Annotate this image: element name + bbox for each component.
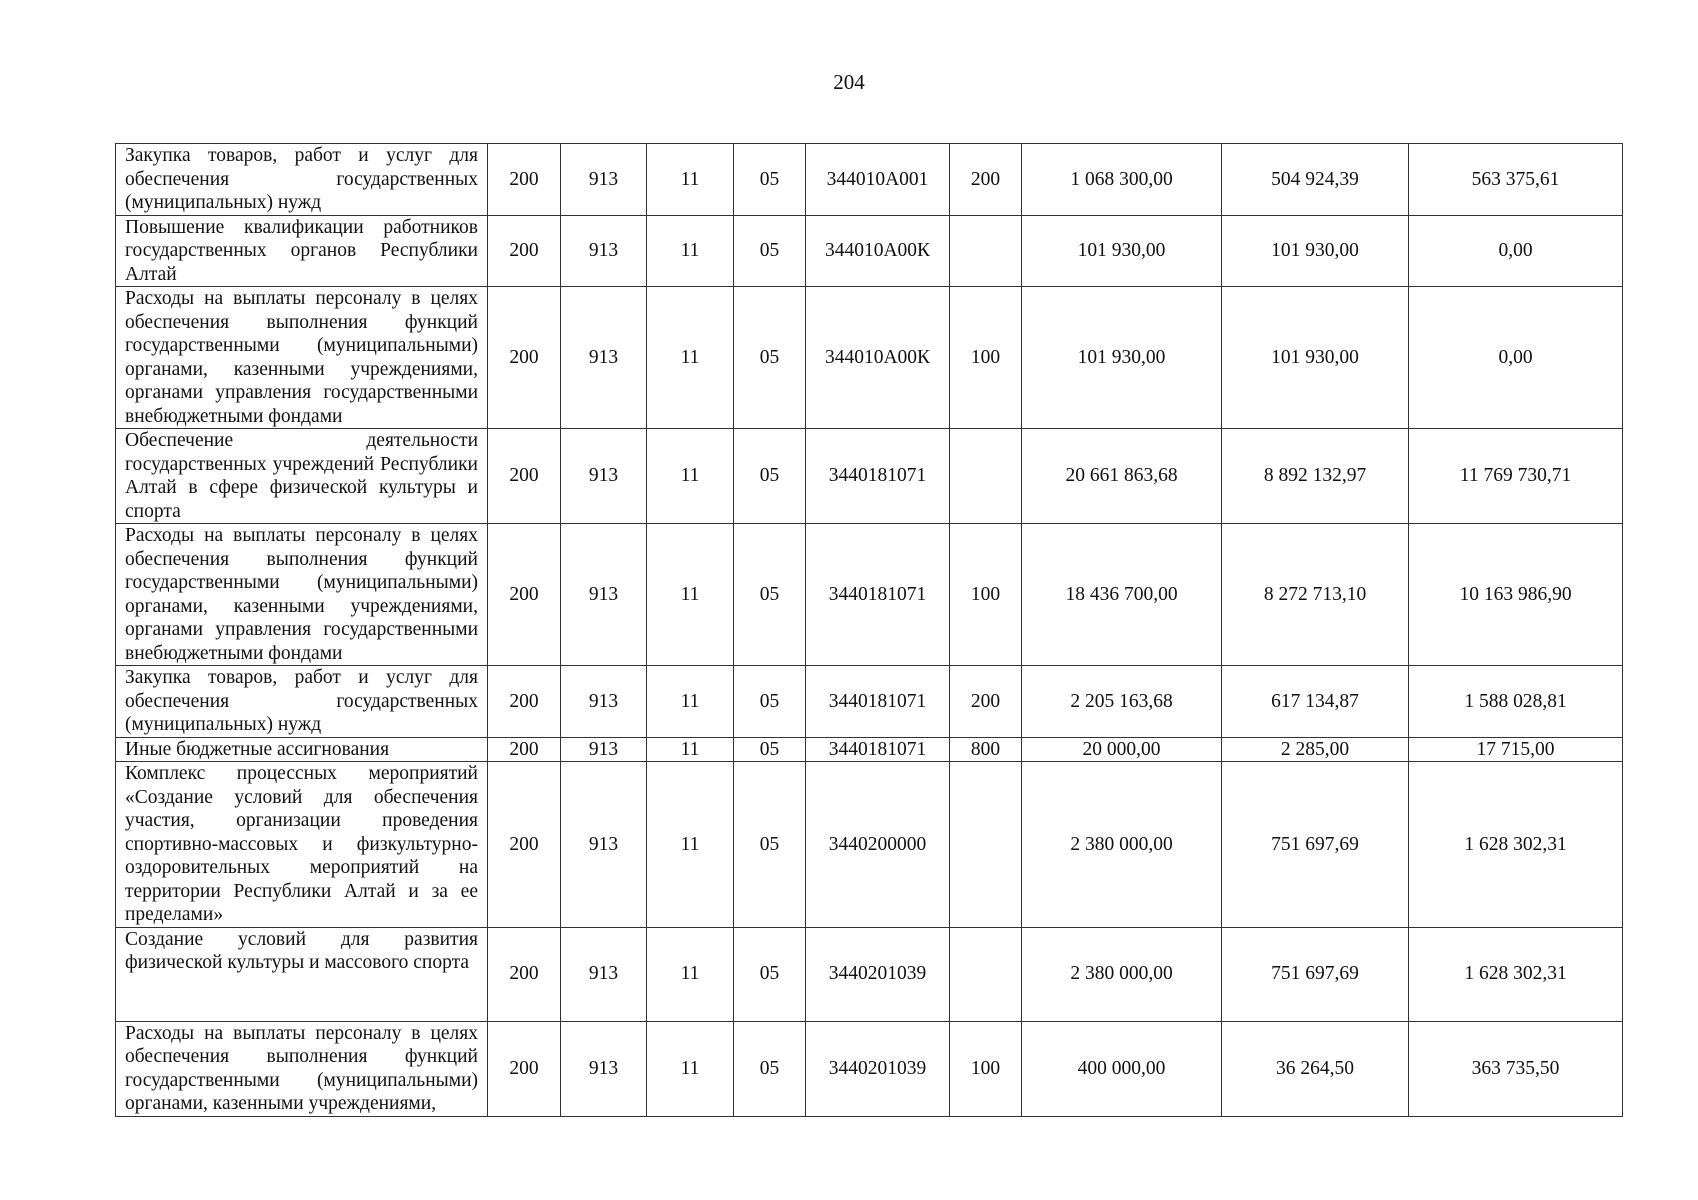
section-code: 200 <box>488 927 561 1021</box>
row-name: Расходы на выплаты персоналу в целях обеспечения выполнения функций государственными (муниципальными) органами, казенными учреждениями, органами управления государственными внебюджетными фондами <box>116 287 488 429</box>
table-row <box>116 737 1623 762</box>
remainder-amount: 1 628 302,31 <box>1409 927 1623 1021</box>
subsection-code: 05 <box>734 287 806 429</box>
table-row <box>116 429 1623 524</box>
expense-type-code: 100 <box>950 287 1022 429</box>
section-code: 200 <box>488 287 561 429</box>
expense-type-code: 200 <box>950 144 1022 216</box>
table-row <box>116 666 1623 738</box>
plan-amount: 101 930,00 <box>1022 287 1222 429</box>
row-name: Иные бюджетные ассигнования <box>116 737 488 762</box>
plan-amount: 2 205 163,68 <box>1022 666 1222 738</box>
department-code: 913 <box>561 215 647 287</box>
chapter-code: 11 <box>647 1021 734 1116</box>
expense-type-code <box>950 215 1022 287</box>
section-code: 200 <box>488 666 561 738</box>
expense-type-code: 200 <box>950 666 1022 738</box>
department-code: 913 <box>561 524 647 666</box>
target-article-code: 3440201039 <box>806 1021 950 1116</box>
subsection-code: 05 <box>734 215 806 287</box>
row-name: Закупка товаров, работ и услуг для обеспечения государственных (муниципальных) нужд <box>116 666 488 738</box>
section-code: 200 <box>488 144 561 216</box>
page-number: 204 <box>833 70 865 94</box>
section-code: 200 <box>488 215 561 287</box>
plan-amount: 1 068 300,00 <box>1022 144 1222 216</box>
target-article-code: 344010А001 <box>806 144 950 216</box>
plan-amount: 20 661 863,68 <box>1022 429 1222 524</box>
executed-amount: 751 697,69 <box>1222 762 1409 928</box>
expense-type-code <box>950 429 1022 524</box>
department-code: 913 <box>561 287 647 429</box>
subsection-code: 05 <box>734 429 806 524</box>
executed-amount: 504 924,39 <box>1222 144 1409 216</box>
chapter-code: 11 <box>647 287 734 429</box>
remainder-amount: 0,00 <box>1409 215 1623 287</box>
table-row <box>116 762 1623 928</box>
executed-amount: 101 930,00 <box>1222 287 1409 429</box>
row-name: Расходы на выплаты персоналу в целях обеспечения выполнения функций государственными (муниципальными) органами, казенными учреждениями, органами управления государственными внебюджетными фондами <box>116 524 488 666</box>
remainder-amount: 10 163 986,90 <box>1409 524 1623 666</box>
table-row <box>116 524 1623 666</box>
executed-amount: 617 134,87 <box>1222 666 1409 738</box>
subsection-code: 05 <box>734 1021 806 1116</box>
target-article-code: 3440181071 <box>806 524 950 666</box>
plan-amount: 2 380 000,00 <box>1022 762 1222 928</box>
row-name: Расходы на выплаты персоналу в целях обеспечения выполнения функций государственными (муниципальными) органами, казенными учреждениями, <box>116 1021 488 1116</box>
target-article-code: 3440181071 <box>806 429 950 524</box>
expense-type-code <box>950 762 1022 928</box>
table-row <box>116 1021 1623 1116</box>
subsection-code: 05 <box>734 524 806 666</box>
table-row <box>116 215 1623 287</box>
chapter-code: 11 <box>647 215 734 287</box>
plan-amount: 2 380 000,00 <box>1022 927 1222 1021</box>
target-article-code: 3440181071 <box>806 666 950 738</box>
remainder-amount: 363 735,50 <box>1409 1021 1623 1116</box>
target-article-code: 344010А00К <box>806 215 950 287</box>
chapter-code: 11 <box>647 429 734 524</box>
target-article-code: 344010А00К <box>806 287 950 429</box>
plan-amount: 400 000,00 <box>1022 1021 1222 1116</box>
department-code: 913 <box>561 429 647 524</box>
executed-amount: 751 697,69 <box>1222 927 1409 1021</box>
row-name: Обеспечение деятельности государственных учреждений Республики Алтай в сфере физической культуры и спорта <box>116 429 488 524</box>
row-name: Комплекс процессных мероприятий «Создание условий для обеспечения участия, организации проведения спортивно-массовых и физкультурно-оздоровительных мероприятий на территории Республики Алтай и за ее пределами» <box>116 762 488 928</box>
remainder-amount: 1 588 028,81 <box>1409 666 1623 738</box>
department-code: 913 <box>561 762 647 928</box>
row-name: Закупка товаров, работ и услуг для обеспечения государственных (муниципальных) нужд <box>116 144 488 216</box>
row-name: Создание условий для развития физической культуры и массового спорта <box>116 927 488 1021</box>
section-code: 200 <box>488 737 561 762</box>
plan-amount: 18 436 700,00 <box>1022 524 1222 666</box>
executed-amount: 101 930,00 <box>1222 215 1409 287</box>
subsection-code: 05 <box>734 144 806 216</box>
target-article-code: 3440201039 <box>806 927 950 1021</box>
target-article-code: 3440181071 <box>806 737 950 762</box>
department-code: 913 <box>561 144 647 216</box>
expense-type-code: 100 <box>950 1021 1022 1116</box>
expense-type-code <box>950 927 1022 1021</box>
table-row <box>116 927 1623 1021</box>
remainder-amount: 1 628 302,31 <box>1409 762 1623 928</box>
section-code: 200 <box>488 1021 561 1116</box>
chapter-code: 11 <box>647 144 734 216</box>
budget-table <box>115 143 1623 1117</box>
table-row <box>116 144 1623 216</box>
chapter-code: 11 <box>647 666 734 738</box>
chapter-code: 11 <box>647 524 734 666</box>
expense-type-code: 800 <box>950 737 1022 762</box>
chapter-code: 11 <box>647 762 734 928</box>
remainder-amount: 563 375,61 <box>1409 144 1623 216</box>
remainder-amount: 0,00 <box>1409 287 1623 429</box>
subsection-code: 05 <box>734 666 806 738</box>
section-code: 200 <box>488 762 561 928</box>
subsection-code: 05 <box>734 762 806 928</box>
department-code: 913 <box>561 666 647 738</box>
plan-amount: 20 000,00 <box>1022 737 1222 762</box>
chapter-code: 11 <box>647 737 734 762</box>
department-code: 913 <box>561 927 647 1021</box>
department-code: 913 <box>561 1021 647 1116</box>
plan-amount: 101 930,00 <box>1022 215 1222 287</box>
subsection-code: 05 <box>734 927 806 1021</box>
chapter-code: 11 <box>647 927 734 1021</box>
executed-amount: 8 892 132,97 <box>1222 429 1409 524</box>
remainder-amount: 11 769 730,71 <box>1409 429 1623 524</box>
subsection-code: 05 <box>734 737 806 762</box>
executed-amount: 8 272 713,10 <box>1222 524 1409 666</box>
expense-type-code: 100 <box>950 524 1022 666</box>
section-code: 200 <box>488 429 561 524</box>
department-code: 913 <box>561 737 647 762</box>
executed-amount: 36 264,50 <box>1222 1021 1409 1116</box>
section-code: 200 <box>488 524 561 666</box>
row-name: Повышение квалификации работников государственных органов Республики Алтай <box>116 215 488 287</box>
remainder-amount: 17 715,00 <box>1409 737 1623 762</box>
table-row <box>116 287 1623 429</box>
executed-amount: 2 285,00 <box>1222 737 1409 762</box>
target-article-code: 3440200000 <box>806 762 950 928</box>
